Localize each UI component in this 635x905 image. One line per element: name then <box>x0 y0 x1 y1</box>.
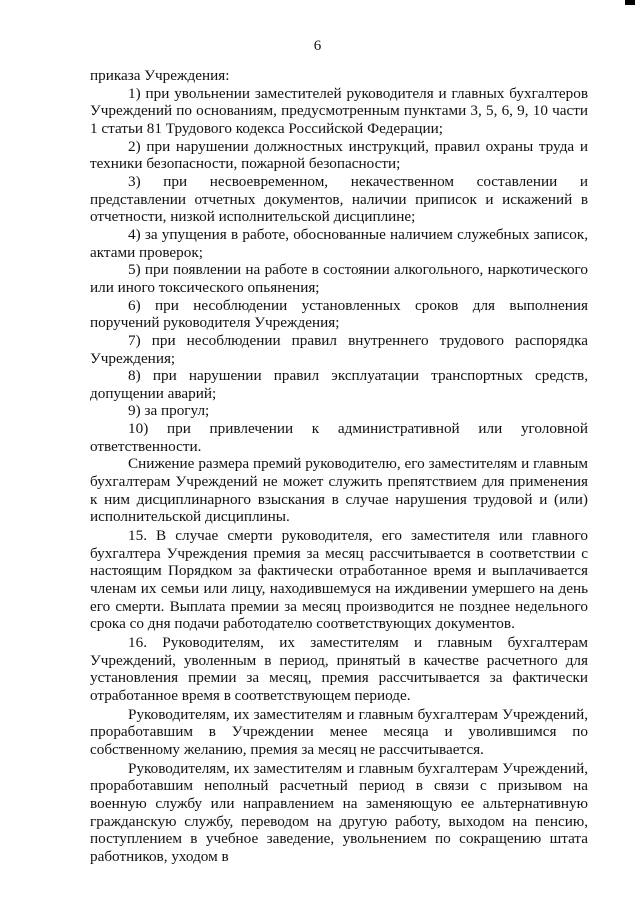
paragraph-16: 16. Руководителям, их заместителям и главным бухгалтерам Учреждений, уволенным в период, принятый в качестве расчетного для установления премии за месяц, премия рассчитывается за фактически отработанное время в соответствующем периоде. <box>90 634 588 704</box>
list-item-8: 8) при нарушении правил эксплуатации транспортных средств, допущении аварий; <box>90 367 588 402</box>
paragraph-continuation: приказа Учреждения: <box>90 67 230 84</box>
list-item-2: 2) при нарушении должностных инструкций, правил охраны труда и техники безопасности, пожарной безопасности; <box>90 137 588 173</box>
paragraph-incomplete-period: Руководителям, их заместителям и главным бухгалтерам Учреждений, проработавшим неполный расчетный период в связи с призывом на военную службу или направлением на заменяющую ее альтернативную гражданскую службу, переводом на другую работу, выходом на пенсию, поступлением в учебное заведение, увольнением по сокращению штата работников, уходом в <box>90 759 588 865</box>
list-item-6: 6) при несоблюдении установленных сроков для выполнения поручений руководителя Учреждения; <box>90 296 588 332</box>
paragraph-bonus-reduction: Снижение размера премий руководителю, его заместителям и главным бухгалтерам Учреждений не может служить препятствием для применения к ним дисциплинарного взыскания в случае нарушения трудовой и (или) исполнительской дисциплины. <box>90 455 588 526</box>
list-item-1: 1) при увольнении заместителей руководителя и главных бухгалтеров Учреждений по основаниям, предусмотренным пунктами 3, 5, 6, 9, 10 части 1 статьи 81 Трудового кодекса Российской Федерации; <box>90 84 588 137</box>
list-item-10: 10) при привлечении к административной или уголовной ответственности. <box>90 420 588 455</box>
list-item-9: 9) за прогул; <box>128 402 210 420</box>
paragraph-15: 15. В случае смерти руководителя, его заместителя или главного бухгалтера Учреждения премия за месяц рассчитывается в соответствии с настоящим Порядком за фактически отработанное время и выплачивается членам их семьи или лицу, находившемуся на иждивении умершего на день его смерти. Выплата премии за месяц производится не позднее недельного срока со дня подачи работодателю соответствующих документов. <box>90 527 588 633</box>
list-item-3: 3) при несвоевременном, некачественном составлении и представлении отчетных документов, наличии приписок и искажений в отчетности, низкой исполнительской дисциплине; <box>90 172 588 226</box>
page-number: 6 <box>313 38 322 54</box>
list-item-5: 5) при появлении на работе в состоянии алкогольного, наркотического или иного токсического опьянения; <box>90 261 588 296</box>
paragraph-less-than-month: Руководителям, их заместителям и главным бухгалтерам Учреждений, проработавшим в Учреждении менее месяца и уволившимся по собственному желанию, премия за месяц не рассчитывается. <box>90 705 588 758</box>
list-item-7: 7) при несоблюдении правил внутреннего трудового распорядка Учреждения; <box>90 331 588 367</box>
scan-corner-mark <box>625 0 635 5</box>
list-item-4: 4) за упущения в работе, обоснованные наличием служебных записок, актами проверок; <box>90 225 588 261</box>
document-body <box>90 67 588 866</box>
